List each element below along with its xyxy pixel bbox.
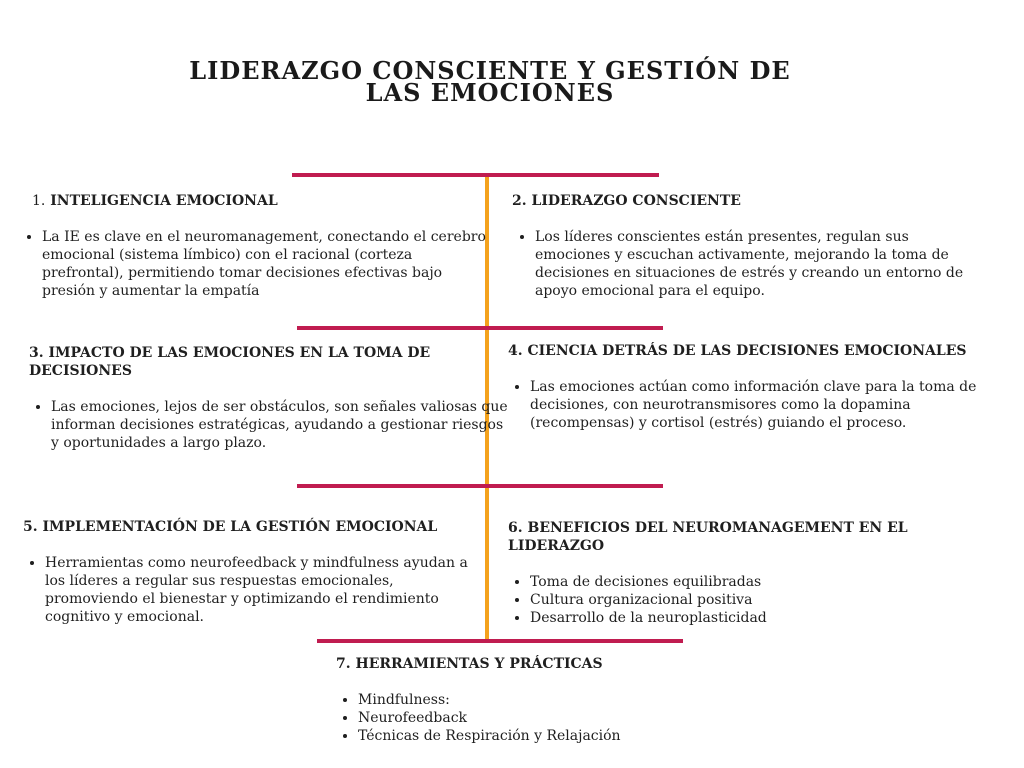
section-5-list — [23, 554, 485, 626]
section-7-heading: 7. HERRAMIENTAS Y PRÁCTICAS — [336, 656, 603, 672]
section-7 — [336, 655, 736, 745]
section-6-list — [508, 573, 998, 627]
section-1 — [32, 192, 487, 300]
section-5 — [23, 518, 485, 626]
section-3 — [29, 344, 508, 452]
divider-4 — [317, 639, 683, 643]
list-item: • Los líderes conscientes están presentes, regulan sus emociones y escuchan activamente, mejorando la toma de decisiones en situaciones de estrés y creando un entorno de apoyo emocional para el equipo. — [535, 228, 982, 300]
section-1-list — [32, 228, 487, 300]
section-4-list — [508, 378, 978, 432]
section-4-heading: 4. CIENCIA DETRÁS DE LAS DECISIONES EMOCIONALES — [508, 343, 967, 359]
section-2-heading: 2. LIDERAZGO CONSCIENTE — [512, 193, 741, 209]
title-line-1: LIDERAZGO CONSCIENTE Y GESTIÓN DE — [189, 56, 791, 85]
list-item: • La IE es clave en el neuromanagement, conectando el cerebro emocional (sistema límbico) con el racional (corteza prefrontal), permitiendo tomar decisiones efectivas bajo presión y aumentar la empatía — [42, 228, 487, 300]
list-item: • Neurofeedback — [358, 709, 736, 727]
section-6 — [508, 519, 998, 627]
list-item: • Herramientas como neurofeedback y mindfulness ayudan a los líderes a regular sus respuestas emocionales, promoviendo el bienestar y optimizando el rendimiento cognitivo y emocional. — [45, 554, 485, 626]
section-3-heading: 3. IMPACTO DE LAS EMOCIONES EN LA TOMA DE DECISIONES — [29, 345, 431, 379]
list-item: • Desarrollo de la neuroplasticidad — [530, 609, 998, 627]
page-title — [180, 56, 800, 107]
list-item: • Mindfulness: — [358, 691, 736, 709]
section-4 — [508, 342, 978, 432]
divider-2 — [297, 326, 663, 330]
section-1-heading: 1. INTELIGENCIA EMOCIONAL — [32, 193, 278, 209]
title-line-2: LAS EMOCIONES — [365, 78, 615, 107]
list-item: • Técnicas de Respiración y Relajación — [358, 727, 736, 745]
section-3-list — [29, 398, 511, 452]
list-item: • Las emociones actúan como información clave para la toma de decisiones, con neurotransmisores como la dopamina (recompensas) y cortisol (estrés) guiando el proceso. — [530, 378, 978, 432]
section-2-list — [512, 228, 982, 300]
section-2 — [512, 192, 982, 300]
section-7-list — [336, 691, 736, 745]
list-item: • Cultura organizacional positiva — [530, 591, 998, 609]
section-5-heading: 5. IMPLEMENTACIÓN DE LA GESTIÓN EMOCIONAL — [23, 519, 438, 535]
divider-1 — [292, 173, 659, 177]
section-6-heading: 6. BENEFICIOS DEL NEUROMANAGEMENT EN EL LIDERAZGO — [508, 520, 908, 554]
divider-3 — [297, 484, 663, 488]
list-item: • Toma de decisiones equilibradas — [530, 573, 998, 591]
list-item: • Las emociones, lejos de ser obstáculos, son señales valiosas que informan decisiones estratégicas, ayudando a gestionar riesgos y oportunidades a largo plazo. — [51, 398, 511, 452]
